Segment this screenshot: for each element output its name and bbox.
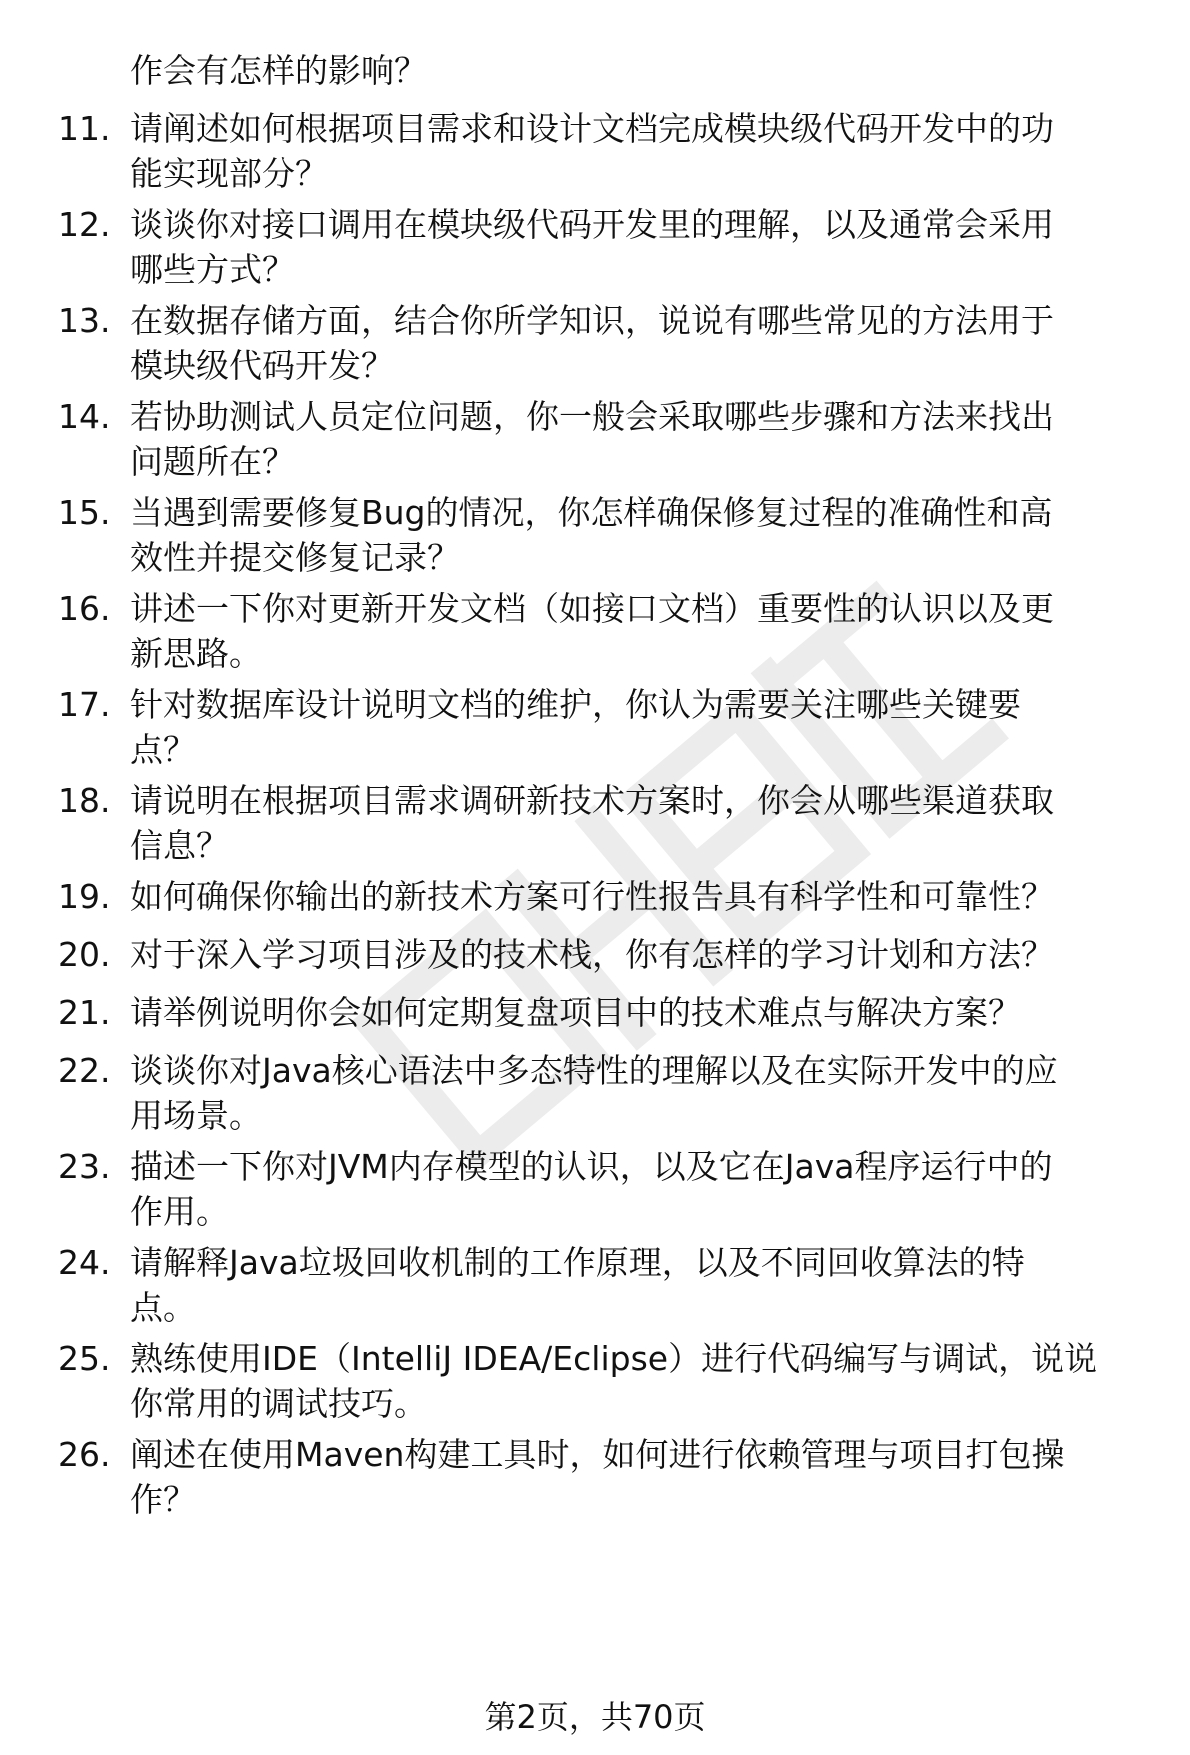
question-text: 讲述一下你对更新开发文档（如接口文档）重要性的认识以及更 新思路。 (130, 589, 1054, 673)
question-text: 请解释Java垃圾回收机制的工作原理，以及不同回收算法的特 点。 (130, 1243, 1025, 1327)
question-number: 16. (58, 589, 111, 628)
question-text: 针对数据库设计说明文档的维护，你认为需要关注哪些关键要 点？ (130, 685, 1021, 769)
question-number: 17. (58, 685, 111, 724)
question-number: 19. (58, 877, 111, 916)
question-text: 对于深入学习项目涉及的技术栈，你有怎样的学习计划和方法？ (130, 935, 1054, 974)
question-text: 谈谈你对接口调用在模块级代码开发里的理解，以及通常会采用 哪些方式？ (130, 205, 1054, 289)
question-number: 11. (58, 109, 111, 148)
continued-question-text: 作会有怎样的影响？ (130, 51, 427, 90)
question-text: 如何确保你输出的新技术方案可行性报告具有科学性和可靠性？ (130, 877, 1054, 916)
question-number: 18. (58, 781, 111, 820)
question-text: 描述一下你对JVM内存模型的认识，以及它在Java程序运行中的 作用。 (130, 1147, 1053, 1231)
question-number: 21. (58, 993, 111, 1032)
question-number: 12. (58, 205, 111, 244)
question-text: 熟练使用IDE（IntelliJ IDEA/Eclipse）进行代码编写与调试，说说 你常用的调试技巧。 (130, 1339, 1098, 1423)
question-text: 谈谈你对Java核心语法中多态特性的理解以及在实际开发中的应 用场景。 (130, 1051, 1058, 1135)
question-number: 25. (58, 1339, 111, 1378)
question-text: 请说明在根据项目需求调研新技术方案时，你会从哪些渠道获取 信息？ (130, 781, 1054, 865)
question-number: 22. (58, 1051, 111, 1090)
page-number-footer: 第2页，共70页 (484, 1698, 706, 1736)
question-text: 阐述在使用Maven构建工具时，如何进行依赖管理与项目打包操 作？ (130, 1435, 1065, 1519)
question-number: 26. (58, 1435, 111, 1474)
question-text: 若协助测试人员定位问题，你一般会采取哪些步骤和方法来找出 问题所在？ (130, 397, 1054, 481)
question-text: 请阐述如何根据项目需求和设计文档完成模块级代码开发中的功 能实现部分？ (130, 109, 1054, 193)
question-number: 23. (58, 1147, 111, 1186)
question-text: 请举例说明你会如何定期复盘项目中的技术难点与解决方案？ (130, 993, 1021, 1032)
question-number: 20. (58, 935, 111, 974)
question-text: 当遇到需要修复Bug的情况，你怎样确保修复过程的准确性和高 效性并提交修复记录？ (130, 493, 1053, 577)
question-number: 24. (58, 1243, 111, 1282)
question-number: 14. (58, 397, 111, 436)
question-number: 15. (58, 493, 111, 532)
question-number: 13. (58, 301, 111, 340)
question-text: 在数据存储方面，结合你所学知识，说说有哪些常见的方法用于 模块级代码开发？ (130, 301, 1054, 385)
